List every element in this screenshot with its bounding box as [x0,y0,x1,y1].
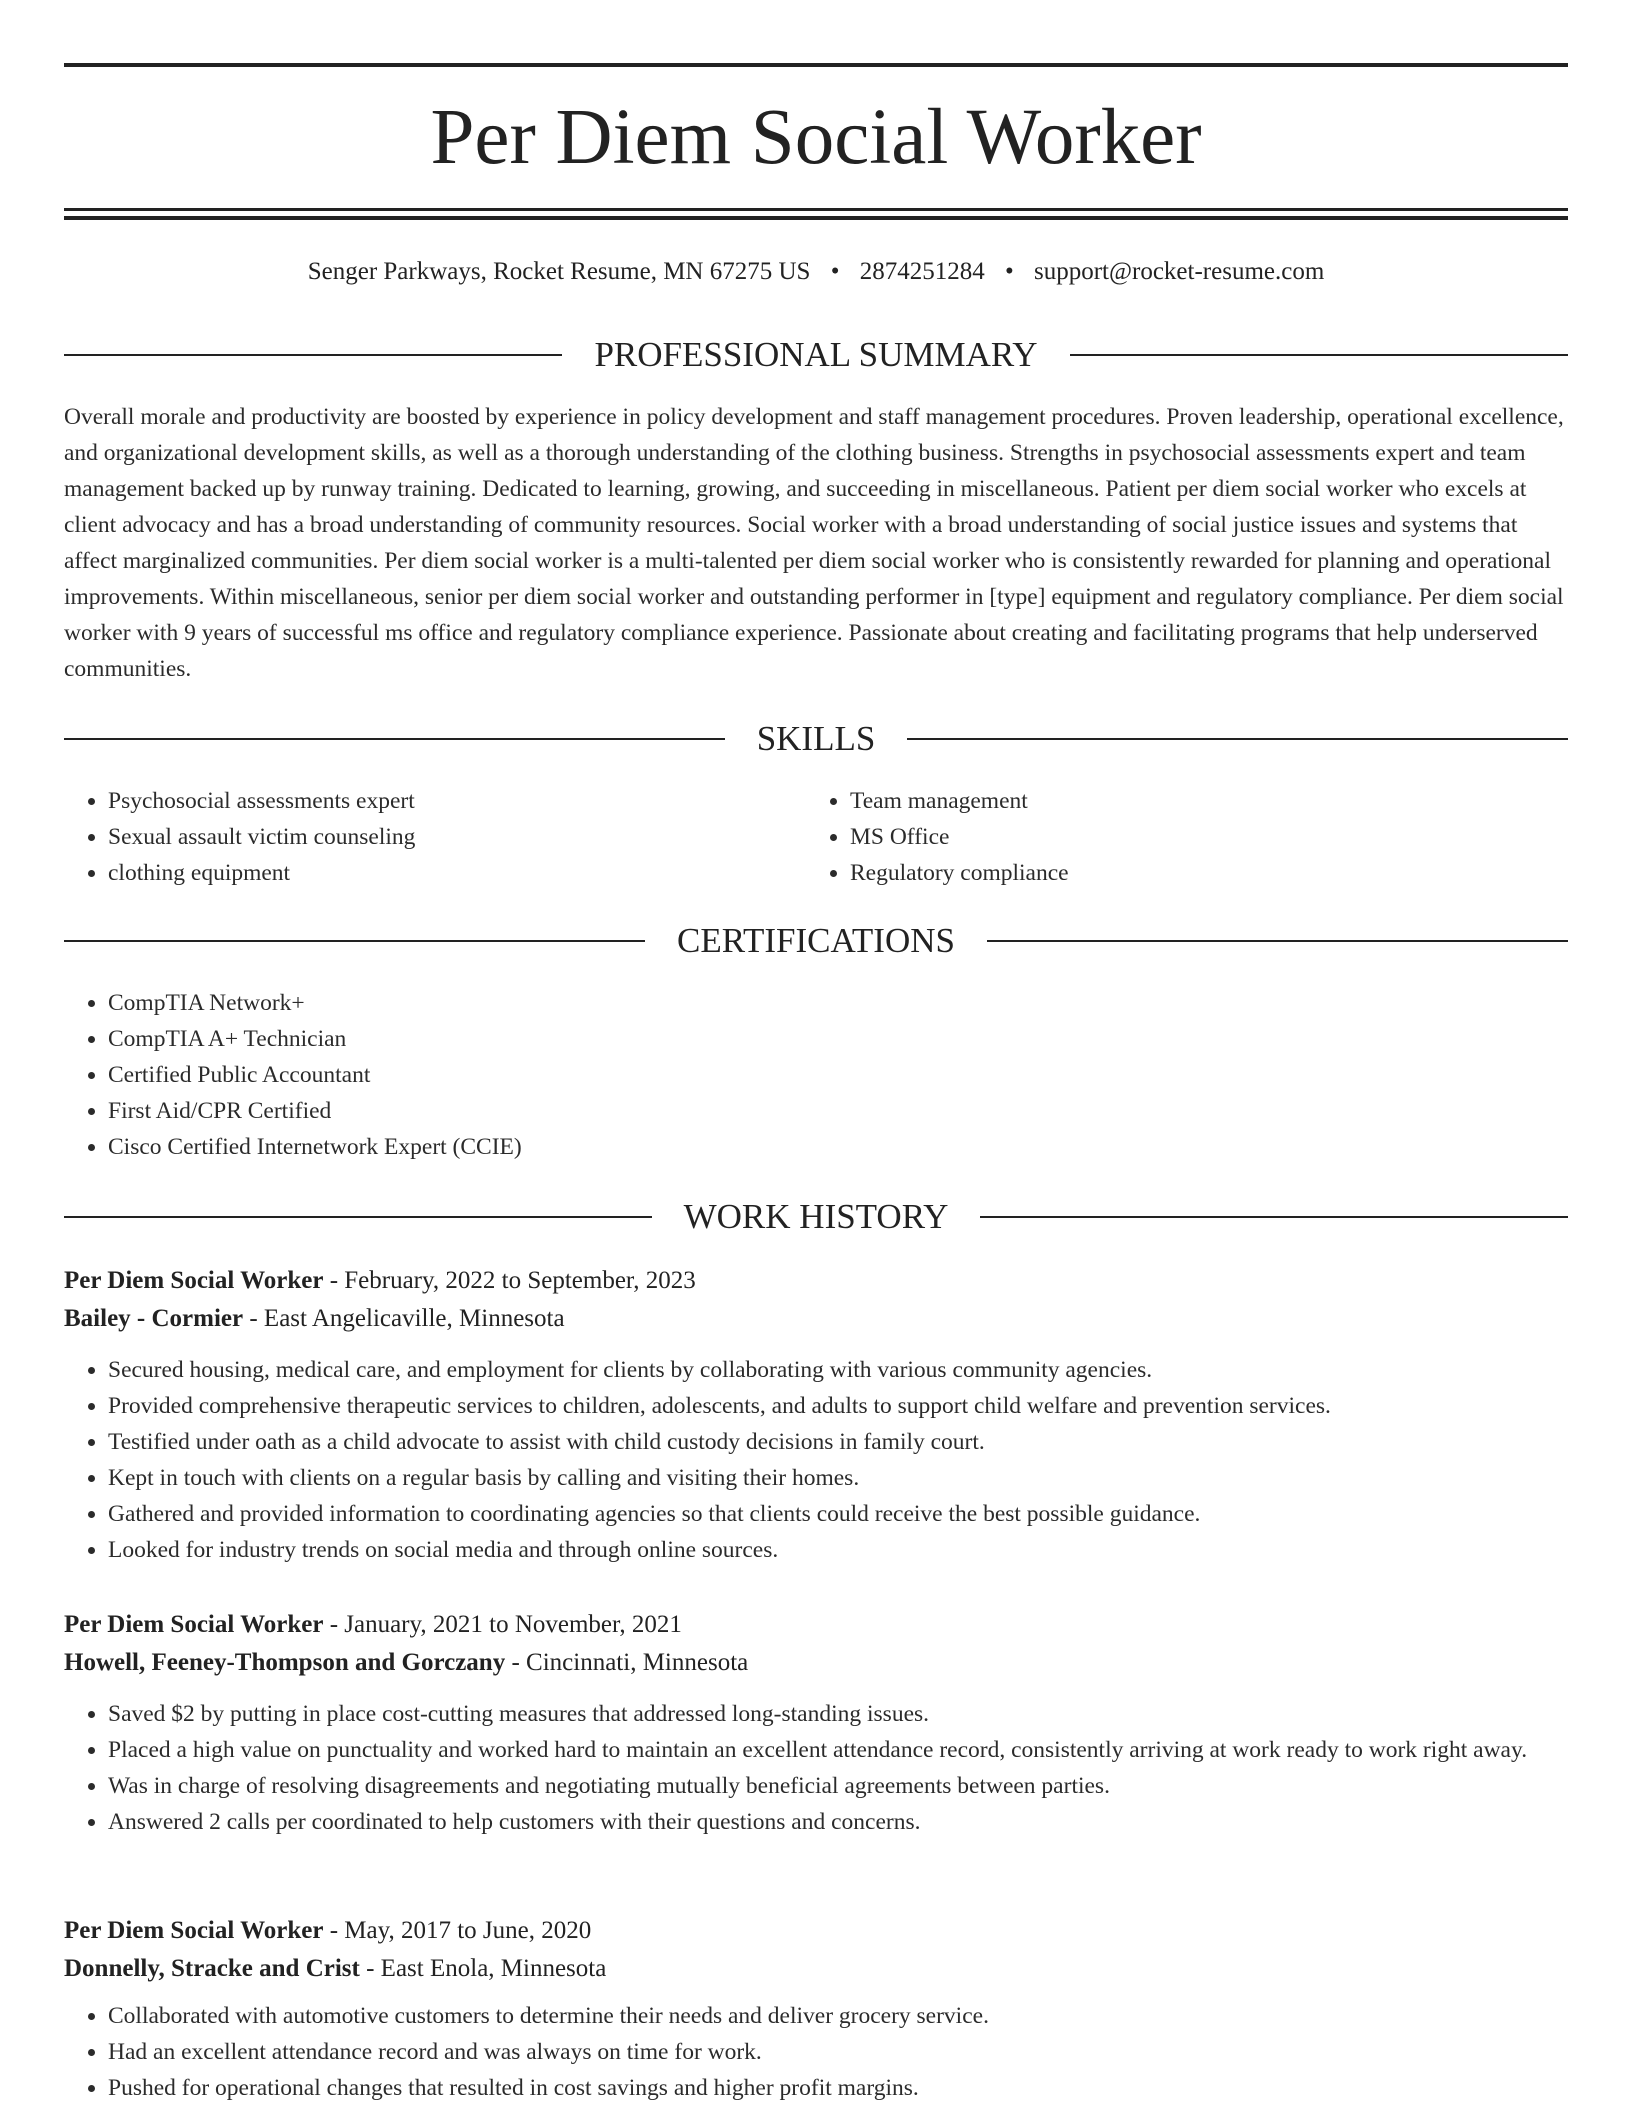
section-heading-summary [64,333,1568,377]
section-heading-skills [64,717,1568,761]
list-item: • Kept in touch with clients on a regular basis by calling and visiting their homes. [108,1460,1568,1496]
job-dates: - January, 2021 to November, 2021 [323,1611,682,1638]
job-title-line [64,1912,1568,1950]
job-company-line [64,1644,1568,1682]
certifications-block [64,985,1568,1165]
contact-email[interactable]: support@rocket-resume.com [1033,258,1325,285]
job-location: - Cincinnati, Minnesota [505,1649,749,1676]
section-title: PROFESSIONAL SUMMARY [594,335,1038,374]
heading-rule [64,738,725,740]
job-entry [64,1262,1568,1568]
skills-column-left [64,783,804,891]
job-duties-list [64,1998,1568,2106]
contact-separator: • [830,258,840,285]
contact-line [64,254,1568,290]
skills-list-right [806,783,1546,891]
heading-rule [1070,354,1568,356]
list-item: • Collaborated with automotive customers to determine their needs and deliver grocery service. [108,1998,1568,2034]
skills-list-left [64,783,804,891]
list-item: • Placed a high value on punctuality and worked hard to maintain an excellent attendance record, consistently arriving at work ready to work right away. [108,1732,1568,1768]
list-item: • First Aid/CPR Certified [108,1093,1568,1129]
job-title-line [64,1606,1568,1644]
job-company: Bailey - Cormier [64,1305,244,1332]
contact-phone[interactable]: 2874251284 [859,258,985,285]
list-item: • Looked for industry trends on social media and through online sources. [108,1532,1568,1568]
list-item: • CompTIA A+ Technician [108,1021,1568,1057]
heading-rule [64,1216,652,1218]
job-title: Per Diem Social Worker [64,1267,324,1294]
section-title: CERTIFICATIONS [677,921,955,960]
job-entry [64,1912,1568,2106]
title-rule-upper [64,208,1568,211]
section-title: SKILLS [756,719,876,758]
list-item: • Cisco Certified Internetwork Expert (CCIE) [108,1129,1568,1165]
list-item: • Certified Public Accountant [108,1057,1568,1093]
job-company: Donnelly, Stracke and Crist [64,1955,360,1982]
list-item: • Provided comprehensive therapeutic services to children, adolescents, and adults to support child welfare and prevention services. [108,1388,1568,1424]
job-location: - East Enola, Minnesota [359,1955,607,1982]
section-heading-work-history [64,1195,1568,1239]
list-item: • Sexual assault victim counseling [108,819,804,855]
job-company-line [64,1950,1568,1988]
list-item: • Gathered and provided information to coordinating agencies so that clients could receive the best possible guidance. [108,1496,1568,1532]
title-rule-lower [64,216,1568,220]
list-item: • Had an excellent attendance record and was always on time for work. [108,2034,1568,2070]
list-item: • Was in charge of resolving disagreements and negotiating mutually beneficial agreements between parties. [108,1768,1568,1804]
contact-separator: • [1004,258,1014,285]
list-item: • Testified under oath as a child advocate to assist with child custody decisions in family court. [108,1424,1568,1460]
heading-rule [907,738,1568,740]
list-item: • Answered 2 calls per coordinated to help customers with their questions and concerns. [108,1804,1568,1840]
job-title: Per Diem Social Worker [64,1611,324,1638]
heading-rule [64,354,562,356]
job-dates: - May, 2017 to June, 2020 [323,1917,592,1944]
list-item: • Saved $2 by putting in place cost-cutting measures that addressed long-standing issues. [108,1696,1568,1732]
list-item: • Psychosocial assessments expert [108,783,804,819]
list-item: • Pushed for operational changes that resulted in cost savings and higher profit margins. [108,2070,1568,2106]
section-heading-certifications [64,919,1568,963]
job-title: Per Diem Social Worker [64,1917,324,1944]
certifications-list [64,985,1568,1165]
heading-rule [987,940,1568,942]
heading-rule [980,1216,1568,1218]
job-entry [64,1606,1568,1840]
list-item: • clothing equipment [108,855,804,891]
page-title: Per Diem Social Worker [430,94,1202,181]
job-location: - East Angelicaville, Minnesota [243,1305,565,1332]
top-rule [64,63,1568,67]
list-item: • Team management [850,783,1546,819]
job-duties-list [64,1352,1568,1568]
job-dates: - February, 2022 to September, 2023 [323,1267,696,1294]
heading-rule [64,940,645,942]
list-item: • Regulatory compliance [850,855,1546,891]
job-duties-list [64,1696,1568,1840]
contact-address: Senger Parkways, Rocket Resume, MN 67275 US [307,258,811,285]
list-item: • MS Office [850,819,1546,855]
job-title-line [64,1262,1568,1300]
job-company-line [64,1300,1568,1338]
skills-column-right [806,783,1546,891]
section-title: WORK HISTORY [683,1197,949,1236]
professional-summary: Overall morale and productivity are boosted by experience in policy development and staff management procedures. Proven leadership, operational excellence, and organizational development skills, as well as a thorough understanding of the clothing business. Strengths in psychosocial assessments expert and team management backed up by runway training. Dedicated to learning, growing, and succeeding in miscellaneous. Patient per diem social worker who excels at client advocacy and has a broad understanding of community resources. Social worker with a broad understanding of social justice issues and systems that affect marginalized communities. Per diem social worker is a multi-talented per diem social worker who is consistently rewarded for planning and operational improvements. Within miscellaneous, senior per diem social worker and outstanding performer in [type] equipment and regulatory compliance. Per diem social worker with 9 years of successful ms office and regulatory compliance experience. Passionate about creating and facilitating programs that help underserved communities. [64,404,1564,682]
job-company: Howell, Feeney-Thompson and Gorczany [64,1649,506,1676]
list-item: • CompTIA Network+ [108,985,1568,1021]
list-item: • Secured housing, medical care, and employment for clients by collaborating with various community agencies. [108,1352,1568,1388]
